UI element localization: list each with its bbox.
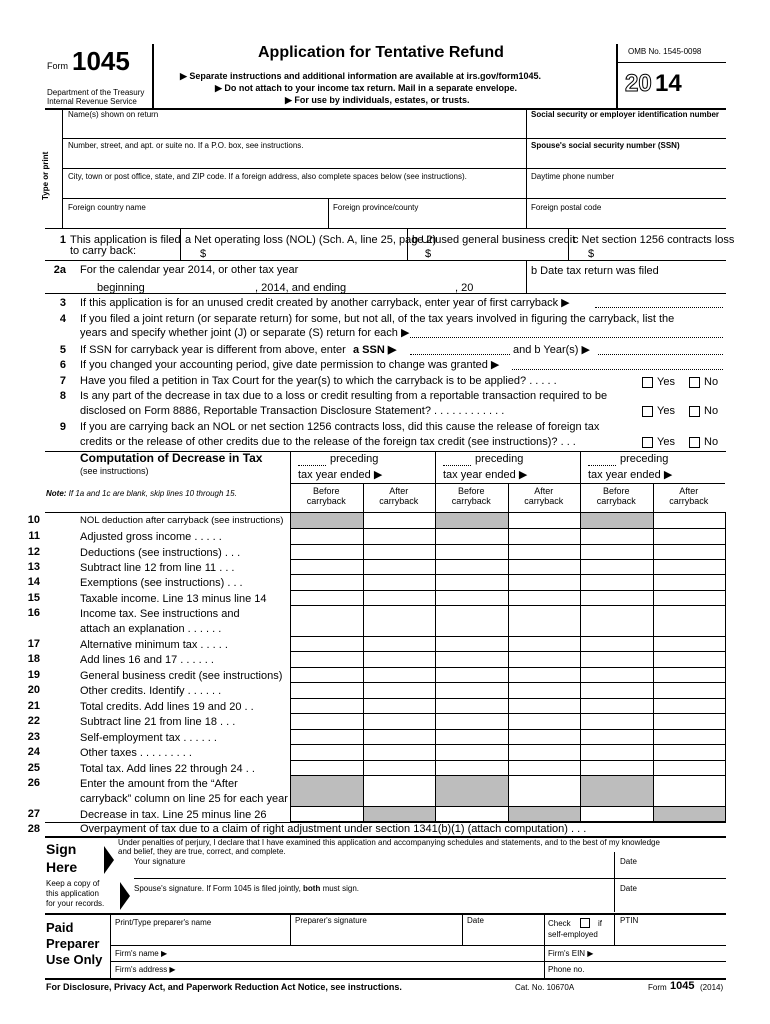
line-18-cell[interactable] [653,652,726,668]
line-1-text1: This application is filed [70,234,181,246]
line-11-number: 11 [28,530,40,542]
line-2a-beginning: beginning [97,282,145,294]
line-26-number: 26 [27,777,40,789]
line-18-cell[interactable] [508,652,581,668]
comp-note: Note: If 1a and 1c are blank, skip lines 10 through 15. [46,489,237,498]
preparer-title-3: Use Only [46,952,103,967]
ptin-label: PTIN [620,916,639,925]
line-22-cell[interactable] [290,714,363,730]
col-before-2: Before [602,486,630,496]
col-after-0: After [389,486,409,496]
line-25-cell[interactable] [435,761,508,776]
omb-number: OMB No. 1545-0098 [628,47,702,56]
line-25-cell[interactable] [580,761,653,776]
perjury-2: and belief, they are true, correct, and complete. [118,847,286,856]
col-before-1: Before [457,486,485,496]
form-word: Form [47,61,68,71]
line-11-cell[interactable] [363,529,436,545]
line-11-cell[interactable] [653,529,726,545]
preparer-title-1: Paid [46,920,74,935]
col-preceding-1: preceding [475,453,524,465]
keep-copy-3: for your records. [46,899,105,908]
year-bold: 14 [655,70,682,97]
line-7-text: Have you filed a petition in Tax Court for the year(s) to which the carryback is to be applied? . . . . . [80,375,557,387]
line-18-number: 18 [27,653,40,665]
line-23-cell[interactable] [653,730,726,745]
line-1c-label: c Net section 1256 contracts loss [573,234,735,246]
province-label: Foreign province/county [333,203,419,212]
line-9-no-checkbox[interactable] [689,437,700,448]
country-label: Foreign country name [68,203,146,212]
footer-cat: Cat. No. 10670A [515,983,575,992]
line-7-no-label: No [704,376,719,388]
firm-address-label: Firm's address ▶ [115,965,176,974]
line-11-cell[interactable] [435,529,508,545]
comp-title: Computation of Decrease in Tax [80,451,263,465]
line-1-number: 1 [59,234,66,246]
line-12-cell[interactable] [290,545,363,560]
line-11-cell[interactable] [508,529,581,545]
line-4-text: If you filed a joint return (or separate return) for some, but not all, of the tax years involved in figuring the carryback, list the [80,313,675,325]
line-1c-dollar: $ [588,248,595,260]
line-10-number: 10 [27,514,40,526]
line-27-cell[interactable] [435,807,508,822]
line-27-cell [653,807,726,822]
spouse-signature-label: Spouse's signature. If Form 1045 is filed jointly, both must sign. [134,884,360,893]
line-10-cell [435,513,508,529]
line-12-cell[interactable] [508,545,581,560]
line-8-number: 8 [59,390,66,402]
firm-ein-label: Firm's EIN ▶ [548,949,594,958]
instruction-3: ▶ For use by individuals, estates, or trusts. [285,95,470,105]
line-2a-year-end: , 20 [455,282,474,294]
line-24-label: Other taxes . . . . . . . . . [80,747,192,759]
line-23-cell[interactable] [508,730,581,745]
line-21-number: 21 [27,700,40,712]
sign-date-label-1: Date [620,857,637,866]
line-24-number: 24 [27,746,40,758]
col-before-0: carryback [306,496,346,506]
line-18-cell[interactable] [580,652,653,668]
line-10-cell [580,513,653,529]
line-14-number: 14 [27,576,40,588]
line-20-cell[interactable] [435,683,508,699]
perjury-1: Under penalties of perjury, I declare that I have examined this application and accompanying schedules and statements, and to the best of my knowledge [118,838,660,847]
line-17-cell[interactable] [363,637,436,652]
preparer-date-label: Date [467,916,484,925]
line-21-cell[interactable] [580,699,653,714]
line-17-cell[interactable] [653,637,726,652]
line-16-label: Income tax. See instructions and [80,608,240,620]
line-27-cell [363,807,436,822]
instruction-2: ▶ Do not attach to your income tax return. Mail in a separate envelope. [215,83,517,93]
city-label: City, town or post office, state, and ZIP code. If a foreign address, also complete spaces below (see instructions). [68,172,467,181]
line-26-cell [435,776,508,807]
line-21-cell[interactable] [508,699,581,714]
line-14-cell[interactable] [508,575,581,591]
line-10-cell[interactable] [508,513,581,529]
footer-year: (2014) [700,983,724,992]
year-outline: 20 [625,70,652,97]
line-14-cell[interactable] [363,575,436,591]
line-20-cell[interactable] [508,683,581,699]
line-2a-number: 2a [53,264,66,276]
line-8-text: disclosed on Form 8886, Reportable Transaction Disclosure Statement? . . . . . . . . . . . . [80,405,505,417]
line-10-cell [290,513,363,529]
line-24-cell[interactable] [508,745,581,761]
line-24-cell[interactable] [363,745,436,761]
line-22-number: 22 [27,715,40,727]
form-number: 1045 [72,46,130,76]
keep-copy-2: this application [46,889,99,898]
self-employed-label: self-employed [548,930,598,939]
line-10-cell[interactable] [653,513,726,529]
line-2a-ending: , 2014, and ending [255,282,347,294]
line-8-no-checkbox[interactable] [689,406,700,417]
line-14-cell[interactable] [290,575,363,591]
col-before-1: carryback [451,496,491,506]
line-2a-text: For the calendar year 2014, or other tax year [80,264,299,276]
line-26-cell[interactable] [508,776,581,807]
footer-form-word: Form [648,983,667,992]
line-17-cell[interactable] [435,637,508,652]
line-12-cell[interactable] [653,545,726,560]
line-14-cell[interactable] [580,575,653,591]
line-12-cell[interactable] [363,545,436,560]
preparer-name-label: Print/Type preparer's name [115,918,212,927]
line-15-label: Taxable income. Line 13 minus line 14 [80,593,267,605]
if-label: if [598,919,602,928]
line-3-number: 3 [59,297,66,309]
line-19-cell[interactable] [508,668,581,683]
line-9-text: If you are carrying back an NOL or net section 1256 contracts loss, did this cause the release of foreign tax [80,421,600,433]
col-before-0: Before [312,486,340,496]
line-20-cell[interactable] [363,683,436,699]
line-23-cell[interactable] [435,730,508,745]
sign-date-label-2: Date [620,884,637,893]
line-1b-dollar: $ [425,248,432,260]
line-11-cell[interactable] [580,529,653,545]
col-preceding-2: preceding [620,453,669,465]
line-15-cell[interactable] [435,591,508,606]
line-20-cell[interactable] [580,683,653,699]
line-6-number: 6 [59,359,66,371]
line-22-cell[interactable] [580,714,653,730]
line-24-cell[interactable] [580,745,653,761]
line-17-cell[interactable] [290,637,363,652]
col-tax-year-ended-0: tax year ended ▶ [298,469,383,481]
line-10-label: NOL deduction after carryback (see instructions) [80,515,284,526]
line-17-number: 17 [27,638,40,650]
line-4-number: 4 [59,313,66,325]
line-17-label: Alternative minimum tax . . . . . [80,639,228,651]
sign-arrow-icon [104,846,114,874]
line-27-cell[interactable] [580,807,653,822]
line-26-label: carryback” column on line 25 for each year [80,793,288,805]
preparer-title-2: Preparer [46,936,100,951]
line-21-cell[interactable] [363,699,436,714]
line-23-label: Self-employment tax . . . . . . [80,732,217,744]
col-preceding-0: preceding [330,453,379,465]
line-21-cell[interactable] [290,699,363,714]
names-label: Name(s) shown on return [68,110,159,119]
line-12-cell[interactable] [580,545,653,560]
line-25-cell[interactable] [290,761,363,776]
line-22-cell[interactable] [508,714,581,730]
line-17-cell[interactable] [580,637,653,652]
col-tax-year-ended-2: tax year ended ▶ [588,469,673,481]
line-16-label: attach an explanation . . . . . . [80,623,222,635]
line-19-cell[interactable] [290,668,363,683]
line-19-number: 19 [27,669,40,681]
preparer-signature-label: Preparer's signature [295,916,367,925]
line-20-cell[interactable] [653,683,726,699]
line-13-cell[interactable] [653,560,726,575]
line-6-text: If you changed your accounting period, give date permission to change was granted ▶ [80,359,500,371]
col-after-1: After [534,486,554,496]
line-8-yes-checkbox[interactable] [642,406,653,417]
line-8-text: Is any part of the decrease in tax due to a loss or credit resulting from a reportable transaction required to be [80,390,608,402]
comp-see: (see instructions) [80,466,149,476]
line-9-yes-label: Yes [657,436,675,448]
line-14-cell[interactable] [653,575,726,591]
line-13-number: 13 [27,561,40,573]
line-13-cell[interactable] [508,560,581,575]
line-26-cell[interactable] [653,776,726,807]
line-20-number: 20 [27,684,40,696]
footer-form-number: 1045 [670,980,695,992]
line-12-label: Deductions (see instructions) . . . [80,547,241,559]
sign-title-2: Here [46,859,78,875]
sign-title-1: Sign [46,841,77,857]
firm-name-label: Firm's name ▶ [115,949,168,958]
line-3-text: If this application is for an unused credit created by another carryback, enter year of first carryback ▶ [80,297,570,309]
line-12-cell[interactable] [435,545,508,560]
col-tax-year-ended-1: tax year ended ▶ [443,469,528,481]
line-26-cell [290,776,363,807]
line-19-cell[interactable] [653,668,726,683]
line-27-number: 27 [27,808,40,820]
line-9-text: credits or the release of other credits due to the release of the foreign tax credit (see instructions)? . . . [80,436,576,448]
instruction-1: ▶ Separate instructions and additional information are available at irs.gov/form1045. [180,71,542,81]
line-16-number: 16 [27,607,40,619]
ssn-ein-label: Social security or employer identification number [531,110,720,119]
col-before-2: carryback [596,496,636,506]
line-1-text2: to carry back: [70,245,137,257]
line-26-label: Enter the amount from the “After [80,778,238,790]
line-18-cell[interactable] [290,652,363,668]
line-25-cell[interactable] [653,761,726,776]
line-7-no-checkbox[interactable] [689,377,700,388]
line-4-text: years and specify whether joint (J) or separate (S) return for each ▶ [80,327,410,339]
line-19-cell[interactable] [580,668,653,683]
line-23-cell[interactable] [363,730,436,745]
dept-line2: Internal Revenue Service [47,97,137,106]
line-27-cell[interactable] [290,807,363,822]
line-27-label: Decrease in tax. Line 25 minus line 26 [80,809,267,821]
line-22-cell[interactable] [653,714,726,730]
line-13-label: Subtract line 12 from line 11 . . . [80,562,235,574]
footer-disclosure: For Disclosure, Privacy Act, and Paperwork Reduction Act Notice, see instructions. [46,982,402,992]
line-15-cell[interactable] [508,591,581,606]
line-5b-years-label: and b Year(s) ▶ [513,344,590,356]
col-after-2: carryback [669,496,709,506]
line-15-cell[interactable] [290,591,363,606]
line-17-cell[interactable] [508,637,581,652]
line-7-yes-label: Yes [657,376,675,388]
line-13-cell[interactable] [435,560,508,575]
line-10-cell[interactable] [363,513,436,529]
line-12-number: 12 [27,546,40,558]
line-25-label: Total tax. Add lines 22 through 24 . . [80,763,255,775]
line-13-cell[interactable] [580,560,653,575]
line-21-cell[interactable] [435,699,508,714]
self-employed-checkbox[interactable] [580,918,590,928]
line-24-cell[interactable] [435,745,508,761]
line-15-cell[interactable] [653,591,726,606]
line-24-cell[interactable] [653,745,726,761]
line-25-number: 25 [27,762,40,774]
line-16-cell[interactable] [580,606,653,637]
street-label: Number, street, and apt. or suite no. If a P.O. box, see instructions. [68,141,304,150]
line-16-cell[interactable] [290,606,363,637]
line-5-text: If SSN for carryback year is different from above, enter [80,344,346,356]
line-18-cell[interactable] [363,652,436,668]
keep-copy-1: Keep a copy of [46,879,100,888]
line-24-cell[interactable] [290,745,363,761]
line-21-label: Total credits. Add lines 19 and 20 . . [80,701,254,713]
line-20-cell[interactable] [290,683,363,699]
line-5-number: 5 [59,344,66,356]
line-28-number: 28 [27,823,40,835]
line-5a-ssn-label: a SSN ▶ [353,344,397,356]
line-22-cell[interactable] [435,714,508,730]
line-26-cell [580,776,653,807]
type-or-print-label: Type or print [41,151,50,200]
line-22-cell[interactable] [363,714,436,730]
line-18-cell[interactable] [435,652,508,668]
line-25-cell[interactable] [363,761,436,776]
line-15-cell[interactable] [580,591,653,606]
line-2b-label: b Date tax return was filed [531,265,659,277]
postal-label: Foreign postal code [531,203,602,212]
check-label: Check [548,919,571,928]
line-19-cell[interactable] [435,668,508,683]
line-13-cell[interactable] [290,560,363,575]
line-16-cell[interactable] [435,606,508,637]
line-7-number: 7 [59,375,66,387]
form-title: Application for Tentative Refund [258,44,504,61]
line-7-yes-checkbox[interactable] [642,377,653,388]
line-15-cell[interactable] [363,591,436,606]
col-after-2: After [679,486,699,496]
line-14-label: Exemptions (see instructions) . . . [80,577,243,589]
sign-arrow-icon-2 [120,882,130,910]
line-25-cell[interactable] [508,761,581,776]
line-15-number: 15 [27,592,40,604]
line-20-label: Other credits. Identify . . . . . . [80,685,222,697]
line-23-cell[interactable] [290,730,363,745]
phone-label: Daytime phone number [531,172,615,181]
line-23-cell[interactable] [580,730,653,745]
line-9-no-label: No [704,436,719,448]
line-1a-dollar: $ [200,248,207,260]
line-1a-label: a Net operating loss (NOL) (Sch. A, line 25, page 2) [185,234,437,246]
line-9-yes-checkbox[interactable] [642,437,653,448]
line-13-cell[interactable] [363,560,436,575]
phone-no-label: Phone no. [548,965,585,974]
line-28-text: Overpayment of tax due to a claim of right adjustment under section 1341(b)(1) (attach computation) . . . [80,823,587,835]
line-11-label: Adjusted gross income . . . . . [80,531,222,543]
your-signature-label: Your signature [134,857,186,866]
line-9-number: 9 [59,421,66,433]
line-19-cell[interactable] [363,668,436,683]
line-22-label: Subtract line 21 from line 18 . . . [80,716,236,728]
line-1b-label: b Unused general business credit [412,234,576,246]
line-16-cell[interactable] [508,606,581,637]
spouse-ssn-label: Spouse's social security number (SSN) [531,141,680,150]
line-18-label: Add lines 16 and 17 . . . . . . [80,654,214,666]
line-23-number: 23 [27,731,40,743]
line-8-no-label: No [704,405,719,417]
col-after-0: carryback [379,496,419,506]
col-after-1: carryback [524,496,564,506]
line-27-cell [508,807,581,822]
line-19-label: General business credit (see instructions) [80,670,283,682]
line-11-cell[interactable] [290,529,363,545]
line-16-cell[interactable] [653,606,726,637]
dept-line1: Department of the Treasury [47,88,145,97]
line-8-yes-label: Yes [657,405,675,417]
line-21-cell[interactable] [653,699,726,714]
line-14-cell[interactable] [435,575,508,591]
line-16-cell[interactable] [363,606,436,637]
line-26-cell[interactable] [363,776,436,807]
